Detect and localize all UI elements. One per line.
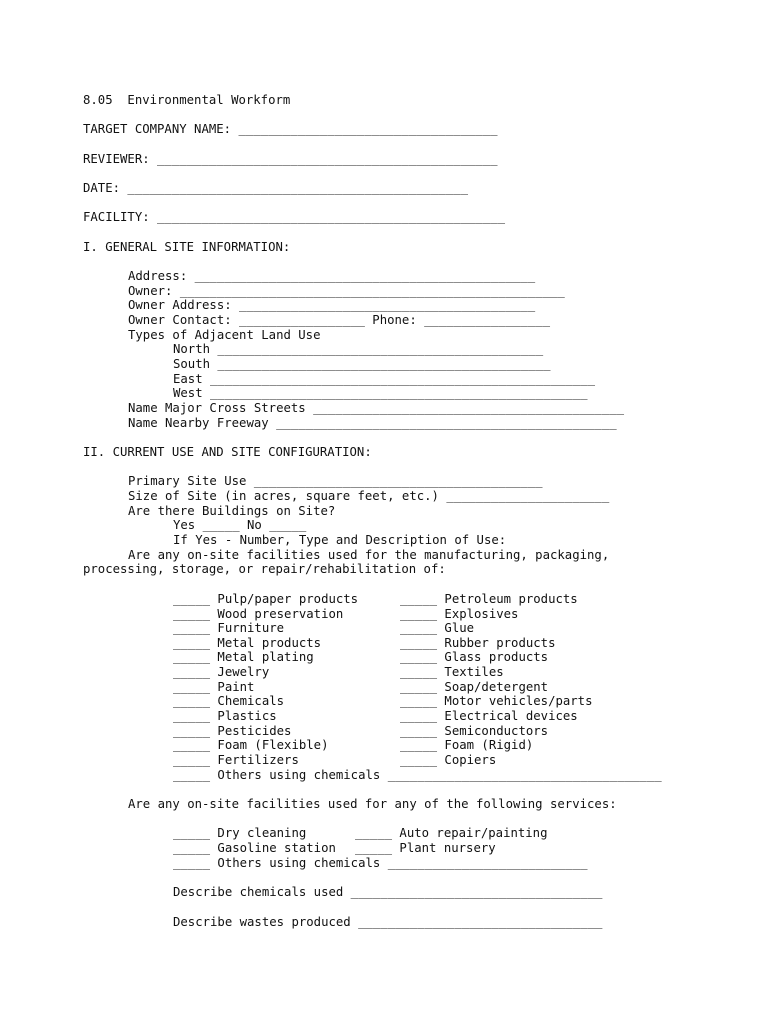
buildings-question: Are there Buildings on Site? [128,504,336,518]
facilities-question-line1: Are any on-site facilities used for the manufacturing, packaging, [128,548,610,562]
service-others-field[interactable]: _____ Others using chemicals ___________________________ [173,856,588,870]
checklist-item[interactable]: _____ Copiers [400,753,497,767]
describe-chemicals-field[interactable]: Describe chemicals used __________________________________ [173,885,603,899]
service-item[interactable]: _____ Gasoline station [173,841,336,855]
checklist-item[interactable]: _____ Explosives [400,607,519,621]
checklist-item[interactable]: _____ Fertilizers [173,753,299,767]
owner-address-field[interactable]: Owner Address: ________________________________________ [128,298,536,312]
checklist-item[interactable]: _____ Jewelry [173,665,270,679]
west-field[interactable]: West ___________________________________________________ [173,386,588,400]
checklist-item[interactable]: _____ Electrical devices [400,709,578,723]
checklist-item[interactable]: _____ Metal plating [173,650,314,664]
checklist-item[interactable]: _____ Soap/detergent [400,680,549,694]
target-company-field[interactable]: TARGET COMPANY NAME: ___________________________________ [83,122,498,136]
checklist-item[interactable]: _____ Metal products [173,636,322,650]
checklist-item[interactable]: _____ Furniture [173,621,285,635]
site-size-field[interactable]: Size of Site (in acres, square feet, etc.) ______________________ [128,489,610,503]
checklist-item[interactable]: _____ Foam (Rigid) [400,738,534,752]
checklist-item[interactable]: _____ Chemicals [173,694,285,708]
adjacent-land-use-heading: Types of Adjacent Land Use [128,328,321,342]
checklist-item[interactable]: _____ Motor vehicles/parts [400,694,593,708]
form-title: 8.05 Environmental Workform [83,93,291,107]
reviewer-field[interactable]: REVIEWER: ______________________________________________ [83,152,498,166]
south-field[interactable]: South _____________________________________________ [173,357,551,371]
checklist-item[interactable]: _____ Glass products [400,650,549,664]
yes-no-field[interactable]: Yes _____ No _____ [173,518,307,532]
nearby-freeway-field[interactable]: Name Nearby Freeway ______________________________________________ [128,416,617,430]
checklist-item[interactable]: _____ Paint [173,680,255,694]
describe-wastes-field[interactable]: Describe wastes produced _________________________________ [173,915,603,929]
checklist-item[interactable]: _____ Foam (Flexible) [173,738,329,752]
checklist-item[interactable]: _____ Pesticides [173,724,292,738]
owner-contact-phone-field[interactable]: Owner Contact: _________________ Phone: _________________ [128,313,550,327]
service-item[interactable]: _____ Auto repair/painting [355,826,548,840]
facilities-question-line2: processing, storage, or repair/rehabilitation of: [83,562,446,576]
north-field[interactable]: North ____________________________________________ [173,342,544,356]
checklist-item[interactable]: _____ Textiles [400,665,504,679]
section1-heading: I. GENERAL SITE INFORMATION: [83,240,291,254]
checklist-item[interactable]: _____ Pulp/paper products [173,592,359,606]
checklist-item[interactable]: _____ Wood preservation [173,607,344,621]
owner-field[interactable]: Owner: ____________________________________________________ [128,284,565,298]
facility-field[interactable]: FACILITY: _______________________________________________ [83,210,505,224]
checklist-item[interactable]: _____ Glue [400,621,475,635]
services-question: Are any on-site facilities used for any of the following services: [128,797,617,811]
service-item[interactable]: _____ Plant nursery [355,841,496,855]
date-field[interactable]: DATE: ______________________________________________ [83,181,468,195]
primary-site-use-field[interactable]: Primary Site Use _______________________________________ [128,474,543,488]
others-using-chemicals-field[interactable]: _____ Others using chemicals _____________________________________ [173,768,662,782]
checklist-item[interactable]: _____ Petroleum products [400,592,578,606]
section2-heading: II. CURRENT USE AND SITE CONFIGURATION: [83,445,372,459]
checklist-item[interactable]: _____ Semiconductors [400,724,549,738]
service-item[interactable]: _____ Dry cleaning [173,826,307,840]
address-field[interactable]: Address: ______________________________________________ [128,269,536,283]
east-field[interactable]: East ____________________________________________________ [173,372,595,386]
if-yes-description: If Yes - Number, Type and Description of Use: [173,533,507,547]
checklist-item[interactable]: _____ Rubber products [400,636,556,650]
checklist-item[interactable]: _____ Plastics [173,709,277,723]
cross-streets-field[interactable]: Name Major Cross Streets __________________________________________ [128,401,625,415]
